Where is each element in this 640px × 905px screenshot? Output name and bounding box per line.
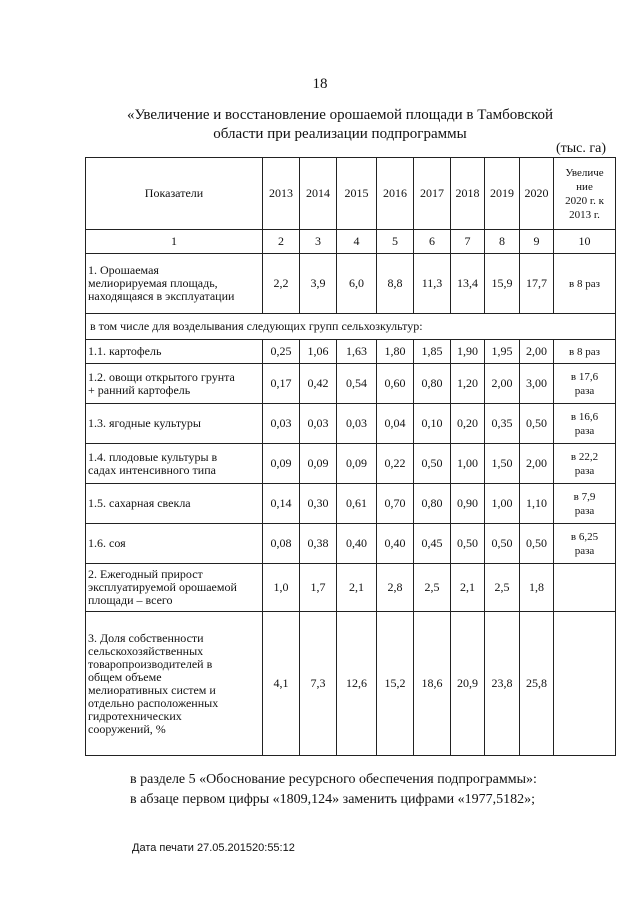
- increase-line: раза: [574, 424, 595, 437]
- table-row: [86, 340, 616, 364]
- table-row: [86, 564, 616, 612]
- page-number: 18: [312, 76, 328, 92]
- header-increase-line: ние: [576, 180, 593, 193]
- year-value: 1,20: [451, 364, 485, 404]
- increase-line: раза: [574, 464, 595, 477]
- increase-value: [554, 364, 616, 404]
- year-value: 0,70: [377, 484, 414, 524]
- year-value: 2,2: [263, 254, 300, 314]
- indicator-name: [86, 612, 263, 756]
- indicator-name-line: сооружений, %: [88, 721, 166, 736]
- year-value: 1,7: [300, 564, 337, 612]
- header-year: 2019: [485, 158, 520, 230]
- indicator-name-line: общем объеме: [88, 669, 162, 684]
- indicator-name-line: товаропроизводителей в: [88, 656, 213, 671]
- year-value: 13,4: [451, 254, 485, 314]
- increase-value: [554, 404, 616, 444]
- year-value: 0,04: [377, 404, 414, 444]
- year-value: 0,10: [414, 404, 451, 444]
- column-number: 4: [337, 230, 377, 254]
- group-row: [86, 314, 616, 340]
- year-value: 0,45: [414, 524, 451, 564]
- year-value: 0,40: [377, 524, 414, 564]
- year-value: 8,8: [377, 254, 414, 314]
- indicator-name: [86, 340, 263, 364]
- year-value: 0,38: [300, 524, 337, 564]
- year-value: 0,80: [414, 364, 451, 404]
- column-number: 9: [520, 230, 554, 254]
- increase-line: в 22,2: [570, 450, 599, 463]
- year-value: 1,0: [263, 564, 300, 612]
- year-value: 1,80: [377, 340, 414, 364]
- indicator-name: [86, 404, 263, 444]
- header-increase: [554, 158, 616, 230]
- column-number-row: [86, 230, 616, 254]
- increase-line: в 7,9: [573, 490, 596, 503]
- indicator-name-line: находящаяся в эксплуатации: [88, 289, 235, 303]
- indicator-name-line: эксплуатируемой орошаемой: [88, 580, 237, 594]
- year-value: 17,7: [520, 254, 554, 314]
- year-value: 0,03: [337, 404, 377, 444]
- year-value: 11,3: [414, 254, 451, 314]
- year-value: 1,00: [451, 444, 485, 484]
- table-row: [86, 612, 616, 756]
- column-number: 6: [414, 230, 451, 254]
- document-title: [120, 106, 560, 144]
- header-indicator: Показатели: [86, 158, 263, 230]
- year-value: 0,50: [520, 524, 554, 564]
- column-number: 8: [485, 230, 520, 254]
- header-increase-line: 2020 г. к: [565, 194, 604, 207]
- indicator-name: [86, 364, 263, 404]
- year-value: 1,90: [451, 340, 485, 364]
- table-row: [86, 484, 616, 524]
- increase-value: [554, 564, 616, 612]
- header-year: 2020: [520, 158, 554, 230]
- year-value: 0,03: [263, 404, 300, 444]
- year-value: 6,0: [337, 254, 377, 314]
- year-value: 1,8: [520, 564, 554, 612]
- year-value: 0,50: [485, 524, 520, 564]
- group-label: в том числе для возделывания следующих групп сельхозкультур:: [86, 314, 616, 340]
- indicator-name-line: 1.6. соя: [88, 536, 126, 550]
- year-value: 0,42: [300, 364, 337, 404]
- amendment-paragraph: в абзаце первом цифры «1809,124» заменить цифрами «1977,5182»;: [130, 792, 535, 807]
- year-value: 4,1: [263, 612, 300, 756]
- indicator-name-line: 1.1. картофель: [88, 344, 162, 358]
- table-row: [86, 364, 616, 404]
- column-number: 2: [263, 230, 300, 254]
- indicator-name: [86, 484, 263, 524]
- increase-value: [554, 524, 616, 564]
- indicator-name: [86, 524, 263, 564]
- print-date-footer: Дата печати 27.05.201520:55:12: [132, 842, 295, 854]
- year-value: 1,50: [485, 444, 520, 484]
- year-value: 25,8: [520, 612, 554, 756]
- year-value: 0,14: [263, 484, 300, 524]
- year-value: 0,09: [300, 444, 337, 484]
- year-value: 12,6: [337, 612, 377, 756]
- year-value: 3,00: [520, 364, 554, 404]
- title-line: области при реализации подпрограммы: [213, 126, 467, 142]
- year-value: 20,9: [451, 612, 485, 756]
- year-value: 2,1: [451, 564, 485, 612]
- indicator-name-line: гидротехнических: [88, 708, 182, 723]
- indicator-name: [86, 444, 263, 484]
- table-row: [86, 444, 616, 484]
- header-year: 2017: [414, 158, 451, 230]
- indicator-name: [86, 564, 263, 612]
- year-value: 1,95: [485, 340, 520, 364]
- increase-line: в 8 раз: [569, 345, 600, 358]
- indicator-name-line: сельскохозяйственных: [88, 643, 204, 658]
- increase-line: раза: [574, 504, 595, 517]
- year-value: 7,3: [300, 612, 337, 756]
- increase-line: раза: [574, 384, 595, 397]
- year-value: 0,60: [377, 364, 414, 404]
- column-number: 5: [377, 230, 414, 254]
- header-increase-line: 2013 г.: [569, 208, 600, 221]
- header-year: 2014: [300, 158, 337, 230]
- indicator-name-line: площади – всего: [88, 593, 173, 607]
- year-value: 2,00: [520, 444, 554, 484]
- amendment-paragraph: в разделе 5 «Обоснование ресурсного обеспечения подпрограммы»:: [130, 772, 537, 787]
- year-value: 1,10: [520, 484, 554, 524]
- year-value: 0,17: [263, 364, 300, 404]
- year-value: 0,50: [414, 444, 451, 484]
- indicator-name-line: 1. Орошаемая: [88, 263, 159, 277]
- year-value: 2,5: [485, 564, 520, 612]
- column-number: 10: [554, 230, 616, 254]
- year-value: 0,40: [337, 524, 377, 564]
- increase-value: [554, 612, 616, 756]
- increase-value: [554, 340, 616, 364]
- title-line: «Увеличение и восстановление орошаемой площади в Тамбовской: [127, 107, 553, 123]
- header-year: 2016: [377, 158, 414, 230]
- year-value: 0,35: [485, 404, 520, 444]
- column-number: 3: [300, 230, 337, 254]
- year-value: 0,09: [263, 444, 300, 484]
- indicator-name-line: 2. Ежегодный прирост: [88, 567, 203, 581]
- increase-line: в 17,6: [570, 370, 599, 383]
- unit-label: (тыс. га): [556, 141, 607, 156]
- increase-value: [554, 254, 616, 314]
- indicator-name: [86, 254, 263, 314]
- year-value: 2,00: [520, 340, 554, 364]
- year-value: 2,00: [485, 364, 520, 404]
- year-value: 2,5: [414, 564, 451, 612]
- irrigation-table: [85, 157, 616, 756]
- increase-value: [554, 484, 616, 524]
- year-value: 0,20: [451, 404, 485, 444]
- indicator-name-line: 1.5. сахарная свекла: [88, 496, 191, 510]
- year-value: 0,50: [520, 404, 554, 444]
- year-value: 0,54: [337, 364, 377, 404]
- year-value: 1,00: [485, 484, 520, 524]
- year-value: 0,90: [451, 484, 485, 524]
- increase-line: в 6,25: [570, 530, 599, 543]
- indicator-name-line: мелиоративных систем и: [88, 682, 216, 697]
- increase-value: [554, 444, 616, 484]
- year-value: 0,50: [451, 524, 485, 564]
- year-value: 0,22: [377, 444, 414, 484]
- year-value: 18,6: [414, 612, 451, 756]
- year-value: 0,09: [337, 444, 377, 484]
- table-row: [86, 404, 616, 444]
- indicator-name-line: мелиорируемая площадь,: [88, 276, 218, 290]
- year-value: 0,30: [300, 484, 337, 524]
- year-value: 15,9: [485, 254, 520, 314]
- increase-line: раза: [574, 544, 595, 557]
- year-value: 0,03: [300, 404, 337, 444]
- year-value: 0,25: [263, 340, 300, 364]
- year-value: 23,8: [485, 612, 520, 756]
- indicator-name-line: 1.2. овощи открытого грунта: [88, 369, 235, 384]
- indicator-name-line: + ранний картофель: [88, 382, 191, 397]
- year-value: 15,2: [377, 612, 414, 756]
- increase-line: в 8 раз: [569, 277, 600, 290]
- indicator-name-line: 3. Доля собственности: [88, 630, 204, 645]
- year-value: 0,08: [263, 524, 300, 564]
- year-value: 1,63: [337, 340, 377, 364]
- year-value: 3,9: [300, 254, 337, 314]
- header-year: 2013: [263, 158, 300, 230]
- year-value: 1,06: [300, 340, 337, 364]
- header-increase-line: Увеличе: [565, 166, 604, 179]
- indicator-name-line: отдельно расположенных: [88, 695, 219, 710]
- column-number: 1: [86, 230, 263, 254]
- year-value: 1,85: [414, 340, 451, 364]
- increase-line: в 16,6: [570, 410, 599, 423]
- table-row: [86, 254, 616, 314]
- table-header-row: [86, 158, 616, 230]
- year-value: 0,80: [414, 484, 451, 524]
- header-year: 2018: [451, 158, 485, 230]
- indicator-name-line: 1.3. ягодные культуры: [88, 416, 201, 430]
- table-row: [86, 524, 616, 564]
- column-number: 7: [451, 230, 485, 254]
- indicator-name-line: 1.4. плодовые культуры в: [88, 449, 218, 464]
- year-value: 0,61: [337, 484, 377, 524]
- indicator-name-line: садах интенсивного типа: [88, 462, 216, 477]
- year-value: 2,1: [337, 564, 377, 612]
- year-value: 2,8: [377, 564, 414, 612]
- header-year: 2015: [337, 158, 377, 230]
